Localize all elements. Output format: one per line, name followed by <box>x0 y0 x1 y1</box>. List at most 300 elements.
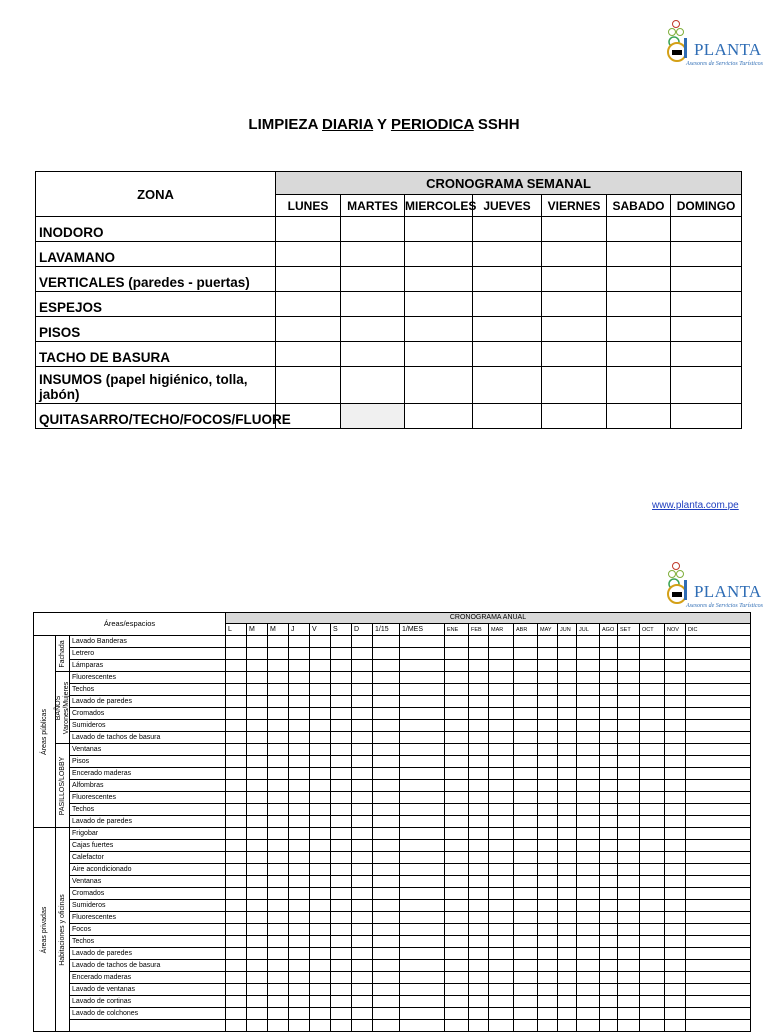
schedule-cell[interactable] <box>226 636 247 648</box>
schedule-cell[interactable] <box>247 720 268 732</box>
schedule-cell[interactable] <box>445 924 469 936</box>
schedule-cell[interactable] <box>268 804 289 816</box>
schedule-cell[interactable] <box>373 984 400 996</box>
schedule-cell[interactable] <box>268 828 289 840</box>
schedule-cell[interactable] <box>469 696 489 708</box>
schedule-cell[interactable] <box>331 1008 352 1020</box>
schedule-cell[interactable] <box>538 768 558 780</box>
schedule-cell[interactable] <box>310 804 331 816</box>
schedule-cell[interactable] <box>373 912 400 924</box>
schedule-cell[interactable] <box>600 780 618 792</box>
schedule-cell[interactable] <box>686 948 751 960</box>
schedule-cell[interactable] <box>618 876 640 888</box>
schedule-cell[interactable] <box>600 744 618 756</box>
schedule-cell[interactable] <box>538 972 558 984</box>
schedule-cell[interactable] <box>686 960 751 972</box>
schedule-cell[interactable] <box>558 780 577 792</box>
schedule-cell[interactable] <box>289 936 310 948</box>
schedule-cell[interactable] <box>489 852 514 864</box>
schedule-cell[interactable] <box>558 816 577 828</box>
schedule-cell[interactable] <box>542 217 607 242</box>
schedule-cell[interactable] <box>226 996 247 1008</box>
schedule-cell[interactable] <box>514 696 538 708</box>
schedule-cell[interactable] <box>247 912 268 924</box>
schedule-cell[interactable] <box>469 684 489 696</box>
schedule-cell[interactable] <box>577 708 600 720</box>
schedule-cell[interactable] <box>640 660 665 672</box>
schedule-cell[interactable] <box>577 816 600 828</box>
schedule-cell[interactable] <box>400 912 445 924</box>
schedule-cell[interactable] <box>400 828 445 840</box>
schedule-cell[interactable] <box>665 1008 686 1020</box>
schedule-cell[interactable] <box>469 948 489 960</box>
schedule-cell[interactable] <box>542 267 607 292</box>
schedule-cell[interactable] <box>352 816 373 828</box>
schedule-cell[interactable] <box>618 780 640 792</box>
schedule-cell[interactable] <box>640 972 665 984</box>
schedule-cell[interactable] <box>473 367 542 404</box>
schedule-cell[interactable] <box>665 648 686 660</box>
schedule-cell[interactable] <box>268 888 289 900</box>
schedule-cell[interactable] <box>268 744 289 756</box>
schedule-cell[interactable] <box>538 984 558 996</box>
schedule-cell[interactable] <box>577 720 600 732</box>
schedule-cell[interactable] <box>352 828 373 840</box>
schedule-cell[interactable] <box>686 792 751 804</box>
schedule-cell[interactable] <box>247 948 268 960</box>
schedule-cell[interactable] <box>289 972 310 984</box>
schedule-cell[interactable] <box>665 720 686 732</box>
schedule-cell[interactable] <box>373 696 400 708</box>
schedule-cell[interactable] <box>331 792 352 804</box>
schedule-cell[interactable] <box>514 720 538 732</box>
schedule-cell[interactable] <box>640 876 665 888</box>
schedule-cell[interactable] <box>558 948 577 960</box>
schedule-cell[interactable] <box>607 404 671 429</box>
schedule-cell[interactable] <box>310 636 331 648</box>
schedule-cell[interactable] <box>514 672 538 684</box>
schedule-cell[interactable] <box>489 924 514 936</box>
schedule-cell[interactable] <box>686 636 751 648</box>
schedule-cell[interactable] <box>489 804 514 816</box>
schedule-cell[interactable] <box>226 912 247 924</box>
schedule-cell[interactable] <box>489 636 514 648</box>
schedule-cell[interactable] <box>542 404 607 429</box>
schedule-cell[interactable] <box>276 242 341 267</box>
schedule-cell[interactable] <box>489 696 514 708</box>
schedule-cell[interactable] <box>400 960 445 972</box>
schedule-cell[interactable] <box>558 840 577 852</box>
schedule-cell[interactable] <box>373 864 400 876</box>
schedule-cell[interactable] <box>577 732 600 744</box>
schedule-cell[interactable] <box>289 768 310 780</box>
schedule-cell[interactable] <box>640 636 665 648</box>
schedule-cell[interactable] <box>331 720 352 732</box>
schedule-cell[interactable] <box>226 744 247 756</box>
schedule-cell[interactable] <box>373 816 400 828</box>
schedule-cell[interactable] <box>226 720 247 732</box>
schedule-cell[interactable] <box>671 317 742 342</box>
schedule-cell[interactable] <box>352 972 373 984</box>
schedule-cell[interactable] <box>352 876 373 888</box>
schedule-cell[interactable] <box>400 900 445 912</box>
schedule-cell[interactable] <box>538 960 558 972</box>
schedule-cell[interactable] <box>671 292 742 317</box>
schedule-cell[interactable] <box>600 636 618 648</box>
schedule-cell[interactable] <box>445 780 469 792</box>
schedule-cell[interactable] <box>400 996 445 1008</box>
schedule-cell[interactable] <box>268 684 289 696</box>
schedule-cell[interactable] <box>289 1008 310 1020</box>
schedule-cell[interactable] <box>405 292 473 317</box>
schedule-cell[interactable] <box>600 912 618 924</box>
schedule-cell[interactable] <box>640 720 665 732</box>
schedule-cell[interactable] <box>489 828 514 840</box>
schedule-cell[interactable] <box>558 960 577 972</box>
schedule-cell[interactable] <box>268 660 289 672</box>
schedule-cell[interactable] <box>558 672 577 684</box>
schedule-cell[interactable] <box>558 1008 577 1020</box>
schedule-cell[interactable] <box>469 804 489 816</box>
schedule-cell[interactable] <box>289 648 310 660</box>
schedule-cell[interactable] <box>268 972 289 984</box>
schedule-cell[interactable] <box>268 840 289 852</box>
schedule-cell[interactable] <box>665 756 686 768</box>
schedule-cell[interactable] <box>289 984 310 996</box>
schedule-cell[interactable] <box>247 792 268 804</box>
schedule-cell[interactable] <box>514 852 538 864</box>
schedule-cell[interactable] <box>331 768 352 780</box>
schedule-cell[interactable] <box>268 756 289 768</box>
schedule-cell[interactable] <box>489 936 514 948</box>
schedule-cell[interactable] <box>686 924 751 936</box>
schedule-cell[interactable] <box>618 684 640 696</box>
schedule-cell[interactable] <box>247 804 268 816</box>
schedule-cell[interactable] <box>400 840 445 852</box>
schedule-cell[interactable] <box>489 768 514 780</box>
schedule-cell[interactable] <box>289 804 310 816</box>
schedule-cell[interactable] <box>405 242 473 267</box>
schedule-cell[interactable] <box>577 804 600 816</box>
schedule-cell[interactable] <box>289 960 310 972</box>
schedule-cell[interactable] <box>489 708 514 720</box>
schedule-cell[interactable] <box>600 876 618 888</box>
schedule-cell[interactable] <box>331 960 352 972</box>
schedule-cell[interactable] <box>247 684 268 696</box>
schedule-cell[interactable] <box>331 888 352 900</box>
schedule-cell[interactable] <box>489 888 514 900</box>
schedule-cell[interactable] <box>538 684 558 696</box>
schedule-cell[interactable] <box>686 816 751 828</box>
schedule-cell[interactable] <box>341 367 405 404</box>
schedule-cell[interactable] <box>607 217 671 242</box>
schedule-cell[interactable] <box>373 876 400 888</box>
schedule-cell[interactable] <box>538 1020 558 1032</box>
schedule-cell[interactable] <box>268 924 289 936</box>
schedule-cell[interactable] <box>373 660 400 672</box>
schedule-cell[interactable] <box>640 888 665 900</box>
schedule-cell[interactable] <box>352 792 373 804</box>
schedule-cell[interactable] <box>289 720 310 732</box>
schedule-cell[interactable] <box>331 864 352 876</box>
schedule-cell[interactable] <box>469 840 489 852</box>
schedule-cell[interactable] <box>600 900 618 912</box>
schedule-cell[interactable] <box>618 756 640 768</box>
schedule-cell[interactable] <box>640 960 665 972</box>
schedule-cell[interactable] <box>514 1008 538 1020</box>
schedule-cell[interactable] <box>331 984 352 996</box>
schedule-cell[interactable] <box>558 912 577 924</box>
schedule-cell[interactable] <box>514 684 538 696</box>
schedule-cell[interactable] <box>542 367 607 404</box>
schedule-cell[interactable] <box>618 996 640 1008</box>
schedule-cell[interactable] <box>577 960 600 972</box>
schedule-cell[interactable] <box>577 924 600 936</box>
schedule-cell[interactable] <box>489 816 514 828</box>
schedule-cell[interactable] <box>577 912 600 924</box>
schedule-cell[interactable] <box>352 756 373 768</box>
schedule-cell[interactable] <box>665 948 686 960</box>
schedule-cell[interactable] <box>247 1020 268 1032</box>
schedule-cell[interactable] <box>373 900 400 912</box>
schedule-cell[interactable] <box>640 756 665 768</box>
schedule-cell[interactable] <box>600 1020 618 1032</box>
schedule-cell[interactable] <box>577 888 600 900</box>
schedule-cell[interactable] <box>640 912 665 924</box>
schedule-cell[interactable] <box>671 404 742 429</box>
schedule-cell[interactable] <box>514 936 538 948</box>
schedule-cell[interactable] <box>310 984 331 996</box>
schedule-cell[interactable] <box>331 1020 352 1032</box>
schedule-cell[interactable] <box>226 804 247 816</box>
schedule-cell[interactable] <box>514 732 538 744</box>
schedule-cell[interactable] <box>276 342 341 367</box>
schedule-cell[interactable] <box>686 708 751 720</box>
schedule-cell[interactable] <box>247 840 268 852</box>
schedule-cell[interactable] <box>686 1008 751 1020</box>
schedule-cell[interactable] <box>400 924 445 936</box>
schedule-cell[interactable] <box>577 852 600 864</box>
schedule-cell[interactable] <box>469 996 489 1008</box>
schedule-cell[interactable] <box>665 1020 686 1032</box>
schedule-cell[interactable] <box>686 732 751 744</box>
schedule-cell[interactable] <box>640 852 665 864</box>
schedule-cell[interactable] <box>618 1008 640 1020</box>
schedule-cell[interactable] <box>352 1008 373 1020</box>
schedule-cell[interactable] <box>600 936 618 948</box>
schedule-cell[interactable] <box>618 972 640 984</box>
schedule-cell[interactable] <box>289 888 310 900</box>
schedule-cell[interactable] <box>618 708 640 720</box>
schedule-cell[interactable] <box>445 912 469 924</box>
schedule-cell[interactable] <box>686 804 751 816</box>
schedule-cell[interactable] <box>226 972 247 984</box>
schedule-cell[interactable] <box>538 876 558 888</box>
schedule-cell[interactable] <box>489 972 514 984</box>
schedule-cell[interactable] <box>469 1008 489 1020</box>
schedule-cell[interactable] <box>538 888 558 900</box>
schedule-cell[interactable] <box>469 756 489 768</box>
schedule-cell[interactable] <box>289 780 310 792</box>
schedule-cell[interactable] <box>331 684 352 696</box>
schedule-cell[interactable] <box>310 768 331 780</box>
schedule-cell[interactable] <box>247 672 268 684</box>
schedule-cell[interactable] <box>542 292 607 317</box>
schedule-cell[interactable] <box>558 684 577 696</box>
schedule-cell[interactable] <box>665 936 686 948</box>
schedule-cell[interactable] <box>289 948 310 960</box>
schedule-cell[interactable] <box>558 936 577 948</box>
schedule-cell[interactable] <box>514 708 538 720</box>
schedule-cell[interactable] <box>538 924 558 936</box>
schedule-cell[interactable] <box>577 1020 600 1032</box>
schedule-cell[interactable] <box>310 828 331 840</box>
schedule-cell[interactable] <box>226 792 247 804</box>
schedule-cell[interactable] <box>489 648 514 660</box>
schedule-cell[interactable] <box>373 684 400 696</box>
schedule-cell[interactable] <box>352 984 373 996</box>
schedule-cell[interactable] <box>445 804 469 816</box>
schedule-cell[interactable] <box>373 792 400 804</box>
schedule-cell[interactable] <box>276 317 341 342</box>
schedule-cell[interactable] <box>331 804 352 816</box>
schedule-cell[interactable] <box>352 720 373 732</box>
schedule-cell[interactable] <box>640 984 665 996</box>
schedule-cell[interactable] <box>577 840 600 852</box>
schedule-cell[interactable] <box>686 672 751 684</box>
schedule-cell[interactable] <box>310 996 331 1008</box>
schedule-cell[interactable] <box>538 864 558 876</box>
schedule-cell[interactable] <box>445 828 469 840</box>
schedule-cell[interactable] <box>538 780 558 792</box>
schedule-cell[interactable] <box>577 780 600 792</box>
schedule-cell[interactable] <box>310 924 331 936</box>
schedule-cell[interactable] <box>247 696 268 708</box>
schedule-cell[interactable] <box>665 852 686 864</box>
schedule-cell[interactable] <box>310 960 331 972</box>
schedule-cell[interactable] <box>618 672 640 684</box>
schedule-cell[interactable] <box>538 792 558 804</box>
schedule-cell[interactable] <box>665 768 686 780</box>
schedule-cell[interactable] <box>331 780 352 792</box>
schedule-cell[interactable] <box>352 948 373 960</box>
schedule-cell[interactable] <box>373 648 400 660</box>
schedule-cell[interactable] <box>352 864 373 876</box>
schedule-cell[interactable] <box>640 684 665 696</box>
schedule-cell[interactable] <box>268 720 289 732</box>
schedule-cell[interactable] <box>618 768 640 780</box>
schedule-cell[interactable] <box>469 648 489 660</box>
schedule-cell[interactable] <box>577 972 600 984</box>
schedule-cell[interactable] <box>247 900 268 912</box>
schedule-cell[interactable] <box>640 816 665 828</box>
schedule-cell[interactable] <box>558 852 577 864</box>
schedule-cell[interactable] <box>268 936 289 948</box>
schedule-cell[interactable] <box>469 816 489 828</box>
schedule-cell[interactable] <box>445 744 469 756</box>
schedule-cell[interactable] <box>268 780 289 792</box>
schedule-cell[interactable] <box>665 804 686 816</box>
schedule-cell[interactable] <box>577 876 600 888</box>
schedule-cell[interactable] <box>445 960 469 972</box>
schedule-cell[interactable] <box>247 768 268 780</box>
schedule-cell[interactable] <box>276 267 341 292</box>
schedule-cell[interactable] <box>289 1020 310 1032</box>
schedule-cell[interactable] <box>600 660 618 672</box>
schedule-cell[interactable] <box>400 948 445 960</box>
schedule-cell[interactable] <box>618 888 640 900</box>
schedule-cell[interactable] <box>268 696 289 708</box>
schedule-cell[interactable] <box>226 840 247 852</box>
schedule-cell[interactable] <box>671 217 742 242</box>
schedule-cell[interactable] <box>514 996 538 1008</box>
schedule-cell[interactable] <box>400 708 445 720</box>
schedule-cell[interactable] <box>373 732 400 744</box>
schedule-cell[interactable] <box>352 660 373 672</box>
schedule-cell[interactable] <box>489 732 514 744</box>
schedule-cell[interactable] <box>373 936 400 948</box>
schedule-cell[interactable] <box>310 1020 331 1032</box>
schedule-cell[interactable] <box>268 732 289 744</box>
schedule-cell[interactable] <box>665 864 686 876</box>
schedule-cell[interactable] <box>352 780 373 792</box>
schedule-cell[interactable] <box>514 804 538 816</box>
schedule-cell[interactable] <box>268 636 289 648</box>
schedule-cell[interactable] <box>268 768 289 780</box>
schedule-cell[interactable] <box>331 924 352 936</box>
schedule-cell[interactable] <box>665 708 686 720</box>
schedule-cell[interactable] <box>473 342 542 367</box>
schedule-cell[interactable] <box>473 292 542 317</box>
schedule-cell[interactable] <box>640 840 665 852</box>
schedule-cell[interactable] <box>577 864 600 876</box>
schedule-cell[interactable] <box>341 292 405 317</box>
schedule-cell[interactable] <box>268 672 289 684</box>
schedule-cell[interactable] <box>558 696 577 708</box>
schedule-cell[interactable] <box>226 768 247 780</box>
schedule-cell[interactable] <box>400 816 445 828</box>
schedule-cell[interactable] <box>577 936 600 948</box>
schedule-cell[interactable] <box>289 912 310 924</box>
schedule-cell[interactable] <box>558 648 577 660</box>
schedule-cell[interactable] <box>247 984 268 996</box>
schedule-cell[interactable] <box>247 744 268 756</box>
schedule-cell[interactable] <box>247 972 268 984</box>
schedule-cell[interactable] <box>514 948 538 960</box>
schedule-cell[interactable] <box>665 636 686 648</box>
schedule-cell[interactable] <box>489 900 514 912</box>
schedule-cell[interactable] <box>445 864 469 876</box>
schedule-cell[interactable] <box>600 984 618 996</box>
schedule-cell[interactable] <box>373 768 400 780</box>
schedule-cell[interactable] <box>310 912 331 924</box>
schedule-cell[interactable] <box>686 840 751 852</box>
schedule-cell[interactable] <box>665 924 686 936</box>
schedule-cell[interactable] <box>600 672 618 684</box>
schedule-cell[interactable] <box>226 984 247 996</box>
schedule-cell[interactable] <box>310 648 331 660</box>
schedule-cell[interactable] <box>514 1020 538 1032</box>
schedule-cell[interactable] <box>405 367 473 404</box>
schedule-cell[interactable] <box>469 876 489 888</box>
schedule-cell[interactable] <box>400 852 445 864</box>
schedule-cell[interactable] <box>618 816 640 828</box>
schedule-cell[interactable] <box>600 852 618 864</box>
schedule-cell[interactable] <box>469 708 489 720</box>
schedule-cell[interactable] <box>538 708 558 720</box>
schedule-cell[interactable] <box>489 984 514 996</box>
schedule-cell[interactable] <box>226 888 247 900</box>
